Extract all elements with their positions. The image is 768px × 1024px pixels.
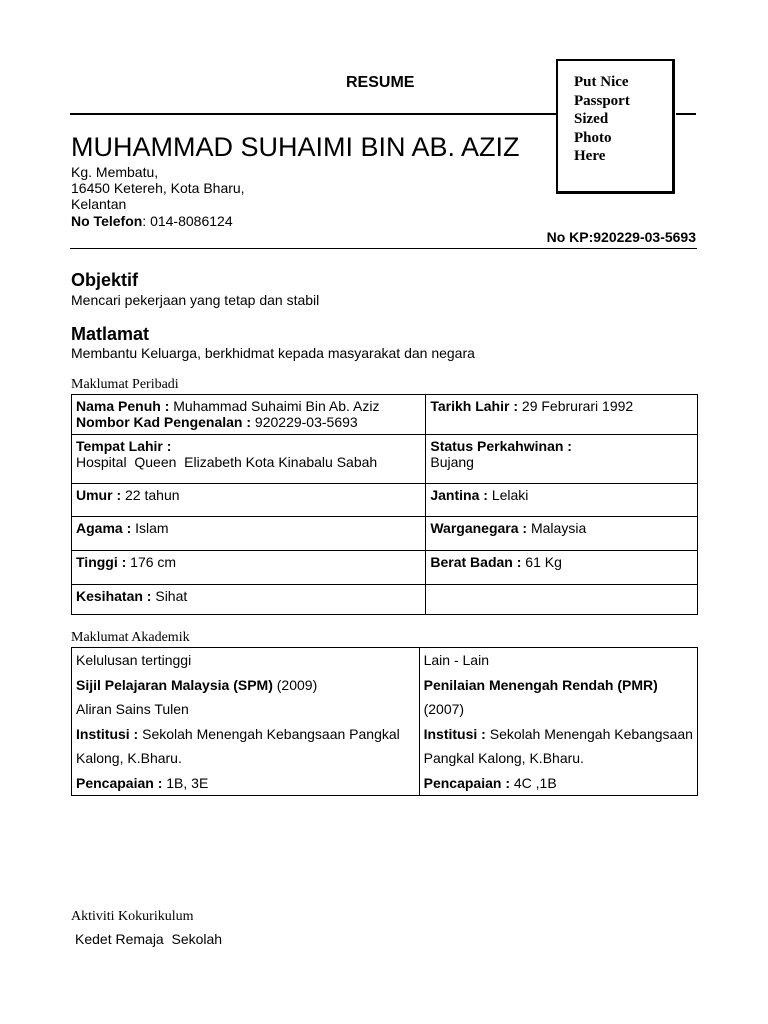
top-divider-right (676, 113, 696, 115)
name-cell (72, 395, 426, 435)
phone-label: No Telefon (71, 213, 143, 229)
ic-label: Nombor Kad Pengenalan : (76, 414, 252, 430)
pmr-result-value: 4C ,1B (509, 774, 557, 791)
marital-cell (426, 435, 698, 484)
pmr-institution-value-2: Pangkal Kalong, K.Bharu. (423, 750, 584, 766)
table-row (72, 517, 698, 551)
age-value: 22 tahun (121, 487, 180, 503)
academic-right-cell (419, 648, 697, 796)
table-row (72, 484, 698, 517)
gender-cell (426, 484, 698, 517)
cocurricular-heading: Aktiviti Kokurikulum (71, 909, 194, 924)
objective-text: Mencari pekerjaan yang tetap dan stabil (71, 292, 320, 308)
spm-result-value: 1B, 3E (162, 774, 209, 791)
highest-qualification-label: Kelulusan tertinggi (76, 652, 192, 668)
applicant-name: MUHAMMAD SUHAIMI BIN AB. AZIZ (71, 132, 520, 162)
spm-year: (2009) (272, 676, 318, 693)
birthplace-value: Hospital Queen Elizabeth Kota Kinabalu Sabah (76, 454, 378, 470)
weight-label: Berat Badan : (430, 554, 522, 570)
age-cell (72, 484, 426, 517)
birthplace-label: Tempat Lahir : (76, 438, 172, 454)
spm-result-label: Pencapaian : (76, 774, 163, 791)
pmr-year: (2007) (423, 701, 465, 717)
dob-value: 29 Februrari 1992 (518, 398, 634, 414)
objective-heading: Objektif (71, 270, 139, 290)
spm-institution-value: Sekolah Menengah Kebangsaan Pangkal (138, 725, 400, 742)
pmr-result-label: Pencapaian : (423, 774, 510, 791)
pmr-cert: Penilaian Menengah Rendah (PMR) (423, 676, 658, 693)
pmr-institution-value: Sekolah Menengah Kebangsaan (485, 725, 693, 742)
phone-line (71, 213, 233, 229)
academic-info-table (71, 647, 698, 796)
spm-cert: Sijil Pelajaran Malaysia (SPM) (76, 676, 273, 693)
age-label: Umur : (76, 487, 122, 503)
citizenship-label: Warganegara : (430, 520, 528, 536)
citizenship-cell (426, 517, 698, 551)
marital-label: Status Perkahwinan : (430, 438, 572, 454)
table-row (72, 585, 698, 615)
table-row (72, 435, 698, 484)
cocurricular-item: Kedet Remaja Sekolah (75, 931, 223, 947)
gender-label: Jantina : (430, 487, 488, 503)
ic-number: No KP:920229-03-5693 (546, 229, 696, 245)
marital-value: Bujang (430, 454, 474, 470)
top-divider (70, 113, 556, 115)
birthplace-cell (72, 435, 426, 484)
photo-placeholder-text: Put Nice Passport Sized Photo Here (574, 74, 630, 164)
ic-value: 920229-03-5693 (251, 414, 358, 430)
dob-cell (426, 395, 698, 435)
spm-stream: Aliran Sains Tulen (76, 701, 189, 717)
personal-info-table (71, 394, 698, 615)
spm-institution-label: Institusi : (76, 725, 139, 742)
citizenship-value: Malaysia (527, 520, 587, 536)
name-value: Muhammad Suhaimi Bin Ab. Aziz (169, 398, 380, 414)
health-cell (72, 585, 426, 615)
table-row (72, 648, 698, 796)
weight-value: 61 Kg (521, 554, 562, 570)
document-title: RESUME (346, 74, 415, 91)
academic-info-caption: Maklumat Akademik (71, 630, 190, 645)
religion-label: Agama : (76, 520, 132, 536)
address-line-1: Kg. Membatu, (71, 164, 159, 180)
spm-institution-value-2: Kalong, K.Bharu. (76, 750, 182, 766)
health-value: Sihat (151, 588, 188, 604)
health-label: Kesihatan : (76, 588, 152, 604)
weight-cell (426, 551, 698, 585)
height-label: Tinggi : (76, 554, 127, 570)
goal-text: Membantu Keluarga, berkhidmat kepada masyarakat dan negara (71, 345, 475, 361)
height-cell (72, 551, 426, 585)
empty-cell (426, 585, 698, 615)
religion-value: Islam (131, 520, 169, 536)
pmr-institution-label: Institusi : (423, 725, 486, 742)
header-divider (70, 248, 697, 249)
goal-heading: Matlamat (71, 324, 150, 344)
other-qualification-label: Lain - Lain (423, 652, 489, 668)
religion-cell (72, 517, 426, 551)
academic-left-cell (72, 648, 420, 796)
gender-value: Lelaki (487, 487, 529, 503)
height-value: 176 cm (126, 554, 177, 570)
address-line-3: Kelantan (71, 196, 127, 212)
photo-placeholder-box (556, 59, 675, 194)
personal-info-caption: Maklumat Peribadi (71, 377, 179, 392)
table-row (72, 551, 698, 585)
table-row (72, 395, 698, 435)
dob-label: Tarikh Lahir : (430, 398, 519, 414)
phone-value: : 014-8086124 (142, 213, 233, 229)
address-line-2: 16450 Ketereh, Kota Bharu, (71, 180, 245, 196)
name-label: Nama Penuh : (76, 398, 170, 414)
